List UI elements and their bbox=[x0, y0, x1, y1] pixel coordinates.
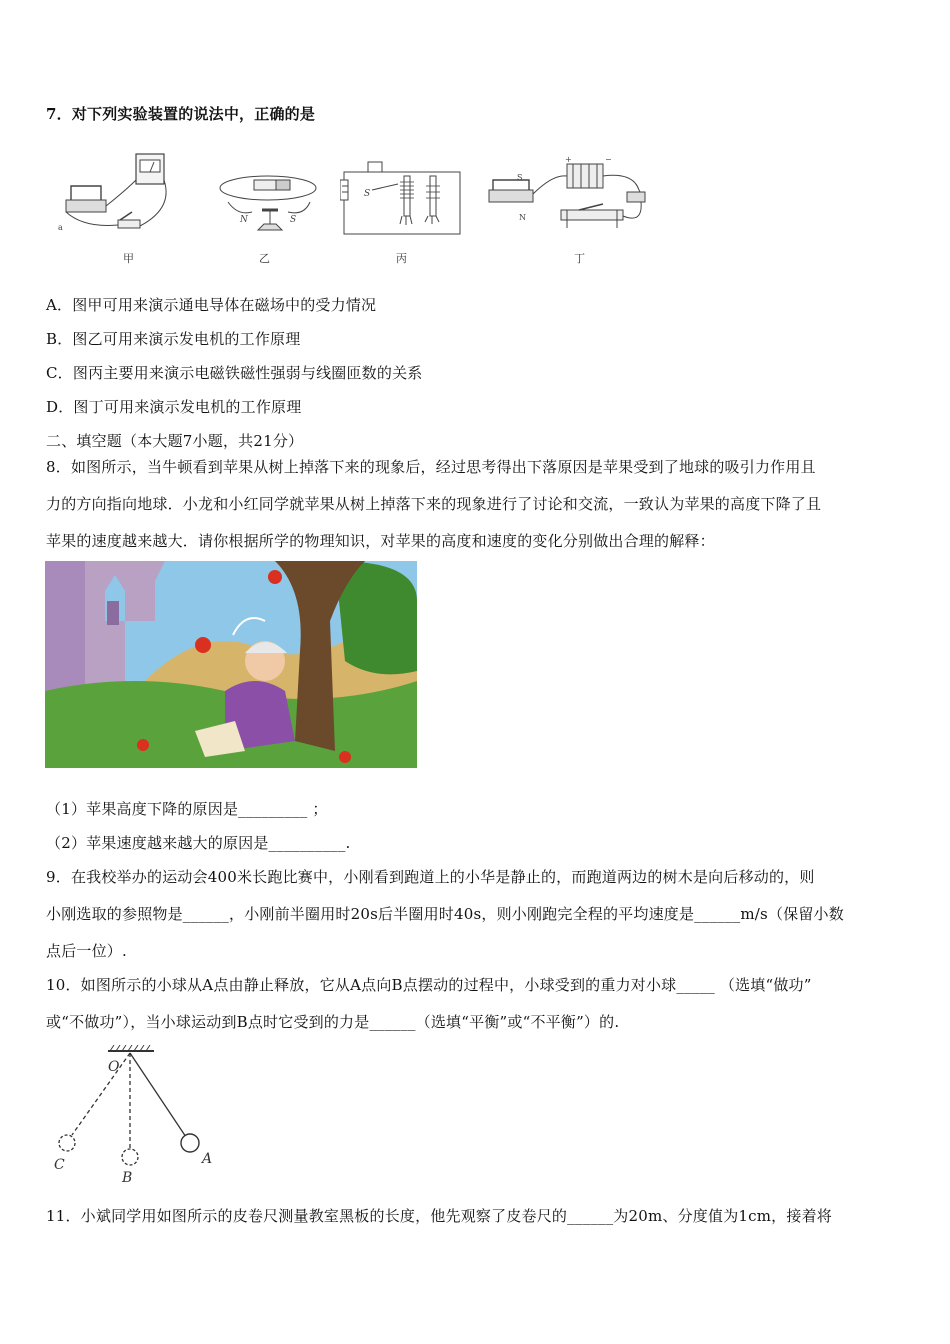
pendulum-label-c: C bbox=[54, 1157, 65, 1173]
q7-option-d: D．图丁可用来演示发电机的工作原理 bbox=[46, 398, 302, 416]
figure-yi-apparatus bbox=[218, 168, 322, 238]
q8-sub-1: （1）苹果高度下降的原因是_________ ； bbox=[46, 800, 328, 818]
svg-text:S: S bbox=[364, 189, 371, 199]
q8-line-1: 8．如图所示，当牛顿看到苹果从树上掉落下来的现象后，经过思考得出下落原因是苹果受到了地球的吸引力作用且 bbox=[46, 458, 816, 476]
caption-yi: 乙 bbox=[259, 252, 270, 265]
q8-sub-2: （2）苹果速度越来越大的原因是__________. bbox=[46, 834, 351, 852]
q9-line-1: 9．在我校举办的运动会400米长跑比赛中，小刚看到跑道上的小华是静止的，而跑道两边的树木是向后移动的，则 bbox=[46, 868, 815, 886]
caption-bing: 丙 bbox=[396, 252, 407, 265]
figure-jia-apparatus bbox=[56, 150, 176, 242]
svg-text:N: N bbox=[240, 215, 248, 225]
figure-bing-apparatus bbox=[340, 156, 464, 238]
svg-text:a: a bbox=[58, 223, 63, 232]
q9-line-2: 小刚选取的参照物是______，小刚前半圈用时20s后半圈用时40s，则小刚跑完全程的平均速度是______m/s（保留小数 bbox=[46, 905, 844, 923]
pendulum-label-b: B bbox=[122, 1170, 133, 1185]
q7-option-c: C．图丙主要用来演示电磁铁磁性强弱与线圈匝数的关系 bbox=[46, 364, 423, 382]
q7-option-a: A．图甲可用来演示通电导体在磁场中的受力情况 bbox=[46, 296, 377, 314]
pendulum-diagram bbox=[50, 1045, 220, 1185]
q10-line-2: 或“不做功”），当小球运动到B点时它受到的力是______（选填“平衡”或“不平衡”）的. bbox=[46, 1013, 620, 1031]
svg-text:+: + bbox=[565, 155, 572, 164]
q7-option-b: B．图乙可用来演示发电机的工作原理 bbox=[46, 330, 301, 348]
svg-text:S: S bbox=[290, 215, 297, 225]
newton-apple-illustration bbox=[45, 561, 417, 768]
q7-stem: 7．对下列实验装置的说法中，正确的是 bbox=[46, 105, 316, 123]
section-title: 二、填空题（本大题7小题，共21分） bbox=[46, 432, 304, 450]
caption-jia: 甲 bbox=[123, 252, 134, 265]
figure-ding-apparatus bbox=[483, 154, 659, 236]
svg-text:S: S bbox=[517, 173, 523, 182]
q8-line-3: 苹果的速度越来越大．请你根据所学的物理知识，对苹果的高度和速度的变化分别做出合理的解释： bbox=[46, 532, 715, 550]
q11-line-1: 11．小斌同学用如图所示的皮卷尺测量教室黑板的长度，他先观察了皮卷尺的______为20m、分度值为1cm，接着将 bbox=[46, 1207, 832, 1225]
svg-text:N: N bbox=[519, 213, 526, 222]
caption-ding: 丁 bbox=[574, 252, 585, 265]
pendulum-label-a: A bbox=[202, 1151, 213, 1167]
pendulum-label-o: O bbox=[108, 1059, 120, 1075]
q9-line-3: 点后一位）. bbox=[46, 942, 127, 960]
q10-line-1: 10．如图所示的小球从A点由静止释放，它从A点向B点摆动的过程中，小球受到的重力对小球_____ （选填“做功” bbox=[46, 976, 812, 994]
q8-line-2: 力的方向指向地球．小龙和小红同学就苹果从树上掉落下来的现象进行了讨论和交流，一致认为苹果的高度下降了且 bbox=[46, 495, 822, 513]
svg-text:−: − bbox=[605, 155, 612, 164]
